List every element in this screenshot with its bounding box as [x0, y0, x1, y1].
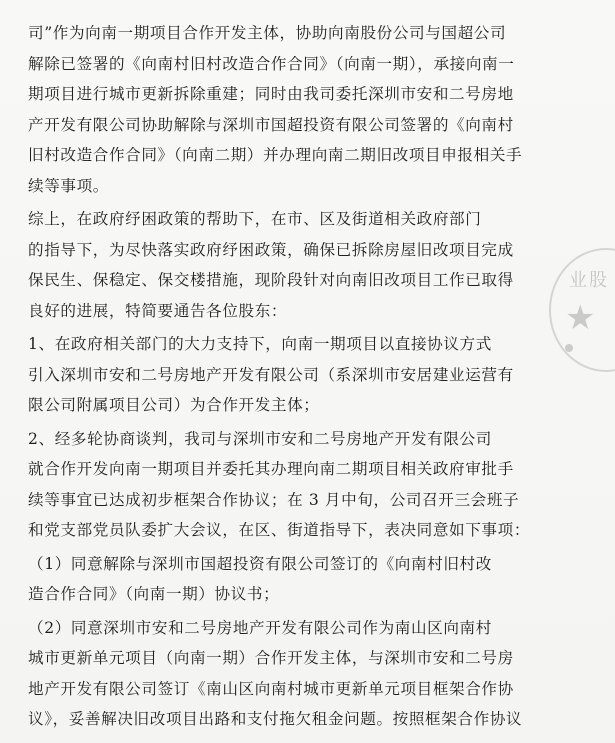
document-line-5: 旧村改造合作合同》（向南二期）并办理向南二期旧改项目申报相关手: [28, 146, 523, 164]
document-line-11: 1、在政府相关部门的大力支持下，向南一期项目以直接协议方式: [28, 335, 492, 353]
document-line-1: 司”作为向南一期项目合作开发主体，协助向南股份公司与国超公司: [28, 24, 507, 42]
document-line-19: 造合作合同》（向南一期）协议书；: [28, 585, 280, 603]
document-line-21: 城市更新单元项目（向南一期）合作开发主体，与深圳市安和二号房: [28, 649, 514, 667]
document-line-8: 的指导下，为尽快落实政府纾困政策，确保已拆除房屋旧改项目完成: [28, 240, 514, 259]
document-line-4: 产开发有限公司协助解除与深圳市国超投资有限公司签署的《向南村: [28, 115, 514, 134]
document-line-17: 和党支部党员队委扩大会议，在区、街道指导下，表决同意如下事项：: [28, 521, 531, 539]
document-line-22: 地产开发有限公司签订《南山区向南村城市更新单元项目框架合作协: [28, 679, 514, 698]
document-line-14: 2、经多轮协商谈判，我司与深圳市安和二号房地产开发有限公司: [28, 429, 492, 448]
document-line-6: 续等事项。: [28, 176, 109, 195]
document-line-16: 续等事宜已达成初步框架合作协议；在 3 月中旬，公司召开三会班子: [28, 490, 520, 509]
document-line-18: （1）同意解除与深圳市国超投资有限公司签订的《向南村旧村改: [28, 554, 492, 573]
document-line-9: 保民生、保稳定、保交楼措施，现阶段针对向南旧改项目工作已取得: [28, 271, 514, 289]
document-line-12: 引入深圳市安和二号房地产开发有限公司（系深圳市安居建业运营有: [28, 365, 514, 384]
seal-text: 业股: [569, 270, 609, 291]
document-line-7: 综上，在政府纾困政策的帮助下，在市、区及街道相关政府部门: [28, 210, 482, 228]
document-line-3: 期项目进行城市更新拆除重建；同时由我司委托深圳市安和二号房地: [28, 85, 514, 103]
document-line-23: 议》，妥善解决旧改项目出路和支付拖欠租金问题。按照框架合作协议: [28, 710, 523, 728]
document-line-13: 限公司附属项目公司）为合作开发主体；: [28, 396, 320, 414]
document-line-2: 解除已签署的《向南村旧村改造合作合同》（向南一期），承接向南一: [28, 54, 515, 73]
seal-dot-icon: [565, 344, 573, 352]
star-icon: ★: [565, 298, 596, 338]
document-line-15: 就合作开发向南一期项目并委托其办理向南二期项目相关政府审批手: [28, 460, 514, 478]
document-line-20: （2）同意深圳市安和二号房地产开发有限公司作为南山区向南村: [28, 618, 492, 637]
document-line-10: 良好的进展，特简要通告各位股东：: [28, 301, 288, 320]
document-text: [28, 18, 600, 735]
